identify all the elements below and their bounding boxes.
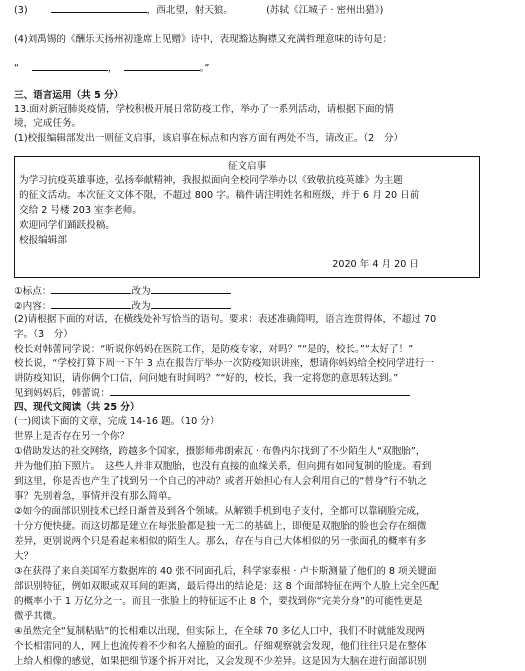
- fix-label: ①标点：: [14, 286, 52, 297]
- answer-blank[interactable]: [151, 298, 231, 309]
- notice-date: 2020 年 4 月 20 日: [332, 259, 419, 270]
- article-paragraph-line: 到这里，你是否也产生了找到另一个自己的冲动？或者开始担心有人会利用自己的“替身”行不轨之: [14, 476, 427, 487]
- question-13-1-line: (1)校报编辑部发出一则征文启事，该启事在标点和内容方面有两处不当，请改正。（2 分）: [14, 133, 404, 144]
- fix-label: ②内容：: [14, 301, 52, 312]
- article-paragraph-line: ③在获得了来自美国军方数据库的 40 张不同面孔后，科学家泰根 · 卢卡斯测量了他们的 8 项关键面: [14, 566, 437, 577]
- notice-signature: 校报编辑部: [19, 235, 67, 246]
- notice-body-line: 欢迎同学们踊跃投稿。: [19, 220, 115, 231]
- question-13-line-1: 13.面对新冠肺炎疫情，学校积极开展日常防疫工作，举办了一系列活动，请根据下面的情: [14, 104, 394, 115]
- section-3-heading: 三、语言运用（共 5 分）: [14, 90, 124, 101]
- article-paragraph-line: ①借助发达的社交网络，跨越多个国家，摄影师弗朗索瓦 · 布鲁内尔找到了不少陌生人“双胞胎”，: [14, 446, 426, 457]
- article-paragraph-line: 个长相雷同的人，网上也流传着不少和名人撞脸的面孔。仔细观察就会发现，他们往往只是在整体: [14, 641, 427, 652]
- notice-body-line: 交给 2 号楼 203 室李老师。: [19, 205, 142, 216]
- question-13-2-line-1: (2)请根据下面的对话，在横线处补写恰当的语句。要求：表述准确简明，语言连贯得体，不超过 70: [14, 314, 437, 325]
- question-4-text: (4)刘禹锡的《酬乐天扬州初逢席上见赠》诗中，表现豁达胸襟又充满哲理意味的诗句是：: [14, 34, 393, 45]
- answer-blank[interactable]: [51, 298, 131, 309]
- article-paragraph-line: 微乎其微。: [14, 611, 62, 622]
- article-title: 世界上是否存在另一个你？: [14, 431, 130, 442]
- article-paragraph-line: 大？: [14, 551, 34, 562]
- dialogue-prompt: 见到妈妈后，韩蕾说：: [14, 388, 110, 399]
- dialogue-line: 校长说，“学校打算下周一下午 3 点在报告厅举办一次防疫知识讲座，想请你妈妈给全校同学进行一: [14, 358, 435, 369]
- answer-blank[interactable]: [32, 60, 108, 71]
- section-4-heading: 四、现代文阅读（共 25 分）: [14, 402, 140, 413]
- answer-blank[interactable]: [124, 60, 200, 71]
- close-quote: 。”: [199, 63, 210, 74]
- answer-blank[interactable]: [110, 385, 410, 396]
- reading-instruction: (一)阅读下面的文章，完成 14-16 题。（10 分）: [14, 416, 220, 427]
- answer-blank[interactable]: [51, 283, 131, 294]
- question-4-line: [14, 32, 392, 47]
- article-paragraph-line: 部识别特征，例如双眼或双耳间的距离，最后得出的结论是：这 8 个面部特征在两个人脸上完全匹配: [14, 581, 439, 592]
- article-paragraph-line: 上给人相像的感觉，如果把细节逐个拆开对比，又会发现不少差异。这是因为大脑在进行面部识别: [14, 656, 427, 667]
- article-paragraph-line: ②如今的面部识别技术已经日渐普及到各个领域。从解锁手机到电子支付，全都可以靠刷脸完成，: [14, 506, 426, 517]
- answer-blank[interactable]: [151, 283, 231, 294]
- question-13-2-line-2: 字。（3 分）: [14, 329, 73, 340]
- article-paragraph-line: 十分方便快捷。而这切都是建立在每张脸都是独一无二的基础上，即便是双胞胎的脸也会存在细微: [14, 521, 427, 532]
- fix-punctuation-line: [14, 283, 231, 299]
- article-paragraph-line: 并为他们拍下照片。 这些人并非双胞胎，也没有直接的血缘关系，但向拥有如同复制的脸庞。看到: [14, 461, 432, 472]
- fix-change-to: 改为: [131, 286, 151, 297]
- article-paragraph-line: 的概率小于 1 万亿分之一。而且一张脸上的特征远不止 8 个，要找到你“完美分身”的可能性更是: [14, 596, 423, 607]
- dialogue-answer-line: [14, 385, 410, 401]
- question-3-source: (苏轼《江城子 · 密州出猎》): [266, 5, 384, 16]
- notice-body-line: 为学习抗疫英雄事迹，弘扬奉献精神，我报拟面向全校同学举办以《致敬抗疫英雄》为主题: [19, 175, 403, 186]
- comma: ，: [108, 63, 118, 74]
- answer-blank[interactable]: [51, 2, 147, 13]
- notice-body-line: 的征文活动。本次征文文体不限，不超过 800 字。稿件请注明姓名和班级，并于 6 月 20 日前: [19, 190, 420, 201]
- article-paragraph-line: ④虽然完全“复制粘贴”的长相难以出现，但实际上，在全球 70 多亿人口中，我们不时就能发现两: [14, 626, 426, 637]
- notice-title: 征文启事: [227, 161, 267, 172]
- question-13-line-2: 境，完成任务。: [14, 118, 82, 129]
- article-paragraph-line: 事？先别着急，事情并没有那么简单。: [14, 491, 178, 502]
- dialogue-line: 讲防疫知识，请你俩个口信，问问她有时间吗？”“好的，校长，我一定将您的意思转达到。”: [14, 373, 399, 384]
- open-quote: “: [14, 63, 19, 74]
- notice-box: [14, 156, 480, 278]
- question-3-number: (3): [14, 5, 28, 16]
- fix-change-to: 改为: [131, 301, 151, 312]
- question-3-text: ，西北望，射天狼。: [146, 5, 233, 16]
- dialogue-line: 校长对韩蕾同学说：“听说你妈妈在医院工作，是防疫专家，对吗？”“是的，校长。”“太好了！”: [14, 344, 414, 355]
- question-3-line: [14, 2, 383, 18]
- article-paragraph-line: 差异，更别说两个只是看起来相似的陌生人。那么，存在与自己大体相似的另一张面孔的概率有多: [14, 536, 427, 547]
- question-4-answer-line: [14, 60, 209, 76]
